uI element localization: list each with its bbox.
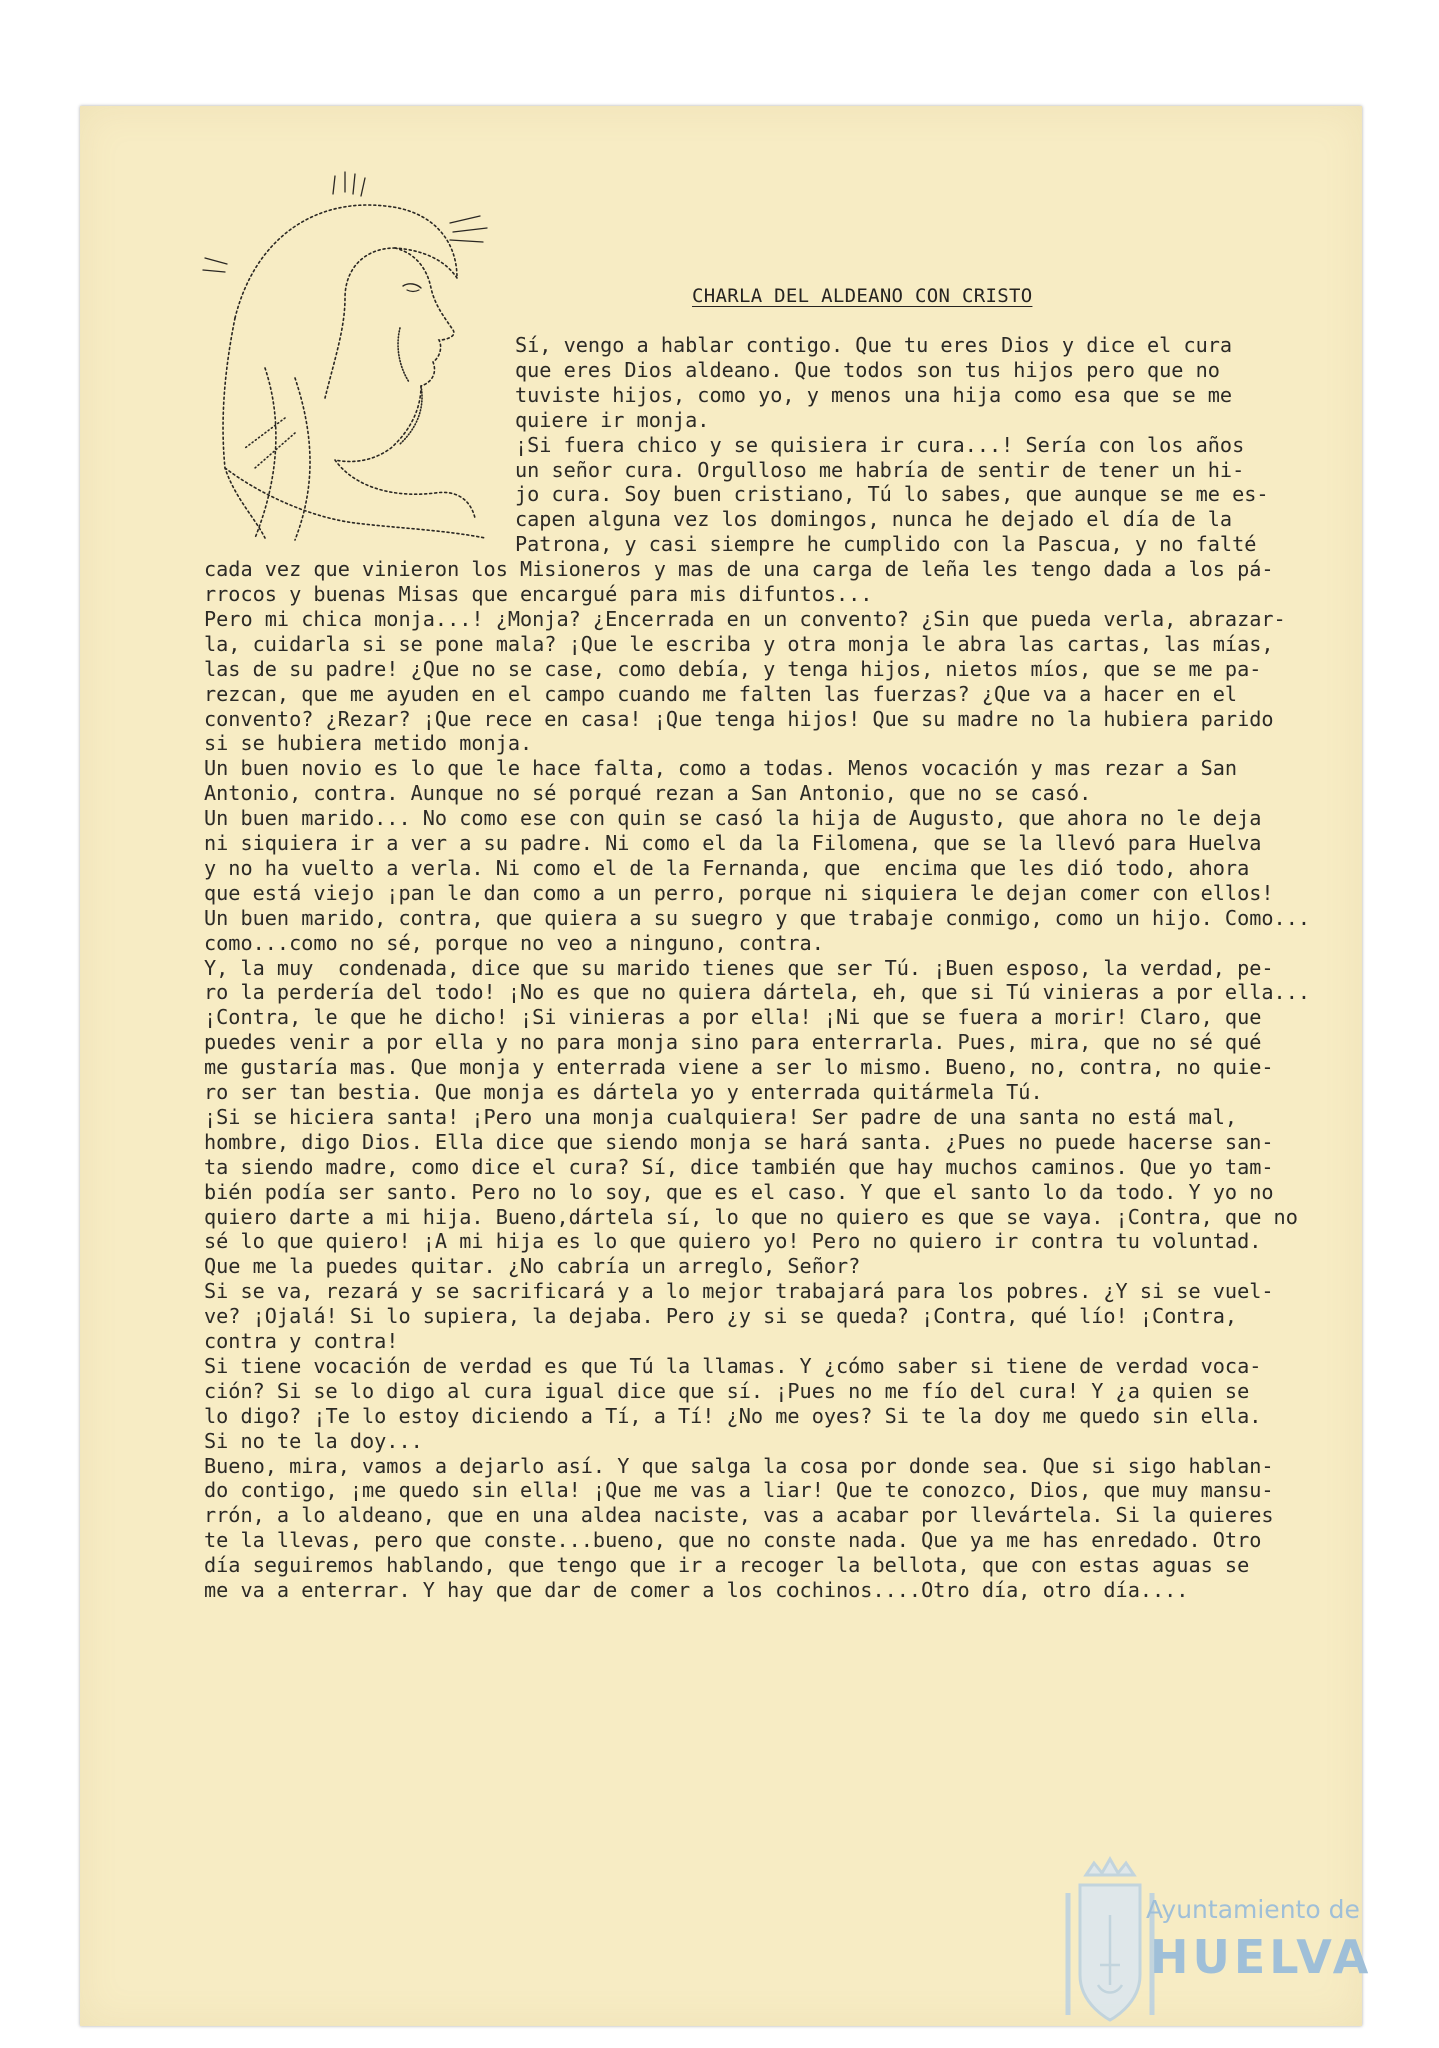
text-line: Bueno, mira, vamos a dejarlo así. Y que salga la cosa por donde sea. Que si sigo hablan- xyxy=(204,1453,1274,1478)
text-line: capen alguna vez los domingos, nunca he dejado el día de la xyxy=(515,507,1233,532)
text-line: ni siquiera ir a ver a su padre. Ni como el da la Filomena, que se la llevó para Huelva xyxy=(204,831,1262,855)
text-line: Un buen marido... No como ese con quin se casó la hija de Augusto, que ahora no le deja xyxy=(204,806,1262,831)
text-line: un señor cura. Orgulloso me habría de sentir de tener un hi- xyxy=(515,457,1245,482)
text-line: rezcan, que me ayuden en el campo cuando me falten las fuerzas? ¿Que va a hacer en el xyxy=(204,681,1238,706)
text-line: que está viejo ¡pan le dan como a un perro, porque ni siquiera le dejan comer con ellos! xyxy=(204,880,1274,905)
text-line: rrocos y buenas Misas que encargué para mis difuntos... xyxy=(204,582,873,606)
text-line: me gustaría mas. Que monja y enterrada viene a ser lo mismo. Bueno, no, contra, no quie- xyxy=(204,1055,1274,1080)
text-line: ción? Si se lo digo al cura igual dice que sí. ¡Pues no me fío del cura! Y ¿a quien se xyxy=(204,1378,1250,1403)
text-line: Que me la puedes quitar. ¿No cabría un arreglo, Señor? xyxy=(204,1254,861,1279)
text-line: hombre, digo Dios. Ella dice que siendo monja se hará santa. ¿Pues no puede hacerse san- xyxy=(204,1129,1274,1154)
watermark-line1: Ayuntamiento de xyxy=(1146,1895,1360,1924)
text-line: bién podía ser santo. Pero no lo soy, que es el caso. Y que el santo lo da todo. Y yo no xyxy=(204,1179,1274,1204)
text-line: cada vez que vinieron los Misioneros y mas de una carga de leña les tengo dada a los pá- xyxy=(204,557,1274,582)
text-line: puedes venir a por ella y no para monja sino para enterrarla. Pues, mira, que no sé qué xyxy=(204,1030,1262,1055)
text-line: jo cura. Soy buen cristiano, Tú lo sabes, que aunque se me es- xyxy=(515,482,1269,507)
text-line: Antonio, contra. Aunque no sé porqué rezan a San Antonio, que no se casó. xyxy=(204,781,1092,806)
text-line: si se hubiera metido monja. xyxy=(204,731,533,756)
document-title: CHARLA DEL ALDEANO CON CRISTO xyxy=(692,285,1033,307)
text-line: Si se va, rezará y se sacrificará y a lo mejor trabajará para los pobres. ¿Y si se vuel- xyxy=(204,1279,1274,1304)
text-line: sé lo que quiero! ¡A mi hija es lo que quiero yo! Pero no quiero ir contra tu voluntad. xyxy=(204,1229,1262,1254)
text-line: Un buen marido, contra, que quiera a su suegro y que trabaje conmigo, como un hijo. Como... xyxy=(204,905,1311,930)
text-line: contra y contra! xyxy=(204,1329,399,1353)
text-line: día seguiremos hablando, que tengo que ir a recoger la bellota, que con estas aguas se xyxy=(204,1553,1250,1578)
text-line: me va a enterrar. Y hay que dar de comer a los cochinos....Otro día, otro día.... xyxy=(204,1578,1189,1602)
text-line: Un buen novio es lo que le hace falta, como a todas. Menos vocación y mas rezar a San xyxy=(204,756,1238,781)
text-line: lo digo? ¡Te lo estoy diciendo a Tí, a Tí! ¿No me oyes? Si te la doy me quedo sin ella. xyxy=(204,1403,1262,1428)
text-line: Patrona, y casi siempre he cumplido con la Pascua, y no falté xyxy=(515,532,1257,557)
text-line: ¡Si se hiciera santa! ¡Pero una monja cualquiera! Ser padre de una santa no está mal, xyxy=(204,1104,1238,1129)
text-line: Pero mi chica monja...! ¿Monja? ¿Encerrada en un convento? ¿Sin que pueda verla, abrazar- xyxy=(204,606,1286,631)
text-line: quiero darte a mi hija. Bueno,dártela sí, lo que no quiero es que se vaya. ¡Contra, que no xyxy=(204,1204,1298,1229)
text-line: te la llevas, pero que conste...bueno, que no conste nada. Que ya me has enredado. Otro xyxy=(204,1528,1262,1553)
text-line: las de su padre! ¿Que no se case, como debía, y tenga hijos, nietos míos, que se me pa- xyxy=(204,656,1262,681)
watermark-line2: HUELVA xyxy=(1150,1930,1373,1984)
text-line: Y, la muy condenada, dice que su marido tienes que ser Tú. ¡Buen esposo, la verdad, pe- xyxy=(204,955,1274,980)
text-line: que eres Dios aldeano. Que todos son tus hijos pero que no xyxy=(515,357,1220,382)
text-line: ¡Si fuera chico y se quisiera ir cura...! Sería con los años xyxy=(515,432,1245,457)
text-line: ro ser tan bestia. Que monja es dártela yo y enterrada quitármela Tú. xyxy=(204,1080,1043,1104)
text-line: convento? ¿Rezar? ¡Que rece en casa! ¡Que tenga hijos! Que su madre no la hubiera parido xyxy=(204,706,1274,731)
text-line: Si no te la doy... xyxy=(204,1428,423,1453)
text-line: quiere ir monja. xyxy=(515,407,710,432)
text-line: do contigo, ¡me quedo sin ella! ¡Que me vas a liar! Que te conozco, Dios, que muy mansu- xyxy=(204,1478,1274,1503)
text-line: ta siendo madre, como dice el cura? Sí, dice también que hay muchos caminos. Que yo tam- xyxy=(204,1154,1274,1179)
text-line: y no ha vuelto a verla. Ni como el de la Fernanda, que encima que les dió todo, ahora xyxy=(204,855,1250,880)
text-line: Sí, vengo a hablar contigo. Que tu eres Dios y dice el cura xyxy=(515,333,1233,357)
text-line: ve? ¡Ojalá! Si lo supiera, la dejaba. Pero ¿y si se queda? ¡Contra, qué lío! ¡Contra, xyxy=(204,1304,1238,1329)
text-line: como...como no sé, porque no veo a ninguno, contra. xyxy=(204,930,824,955)
text-line: Si tiene vocación de verdad es que Tú la llamas. Y ¿cómo saber si tiene de verdad voca- xyxy=(204,1353,1262,1378)
text-line: tuviste hijos, como yo, y menos una hija como esa que se me xyxy=(515,382,1233,407)
text-line: rrón, a lo aldeano, que en una aldea naciste, vas a acabar por llevártela. Si la quieres xyxy=(204,1503,1274,1528)
text-line: ro la perdería del todo! ¡No es que no quiera dártela, eh, que si Tú vinieras a por ella... xyxy=(204,980,1311,1005)
text-line: la, cuidarla si se pone mala? ¡Que le escriba y otra monja le abra las cartas, las mías, xyxy=(204,631,1274,656)
text-line: ¡Contra, le que he dicho! ¡Si vinieras a por ella! ¡Ni que se fuera a morir! Claro, que xyxy=(204,1005,1262,1030)
